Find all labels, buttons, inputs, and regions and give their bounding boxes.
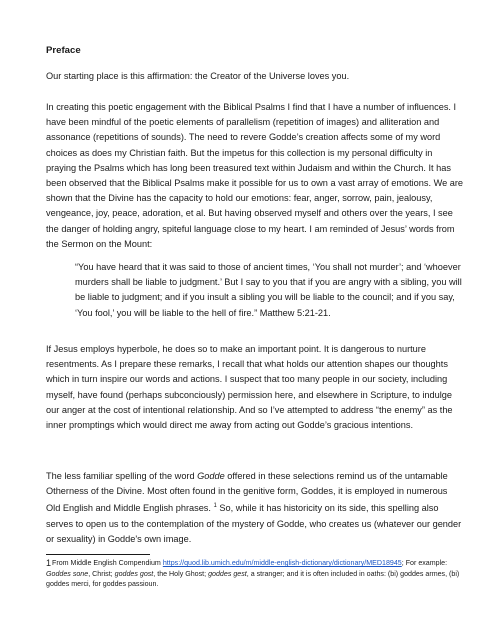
- footnote-reference[interactable]: 1: [213, 503, 217, 510]
- footnote-italic-3: goddes gest: [208, 569, 247, 578]
- footnote-link[interactable]: https://quod.lib.umich.edu/m/middle-english-dictionary/dictionary/MED18945: [162, 559, 402, 567]
- p4-text-2: offered in these selections remind us of the untamable Otherness of the Divine. Most often found in the genitive form, Goddes, it is employed in numerous Old English and Middle English phrases.: [46, 471, 448, 514]
- footnote-text-2: , Christ;: [88, 569, 115, 578]
- footnote-text-3: , the Holy Ghost;: [153, 569, 209, 578]
- footnote: [46, 558, 462, 590]
- paragraph-affirmation: Our starting place is this affirmation: the Creator of the Universe loves you.: [46, 71, 350, 81]
- p4-text-3: So, while it has historicity on its side, this spelling also serves to open us to the contemplation of the mystery of Godde, who creates us (whatever our gender or sexuality) in Godde's own image.: [46, 503, 462, 544]
- footnote-mark: 1: [46, 558, 52, 568]
- p4-text-1: The less familiar spelling of the word: [46, 471, 198, 481]
- footnote-lead: From Middle English Compendium: [52, 559, 163, 567]
- paragraph-godde-spelling: [46, 469, 464, 547]
- paragraph-influences: In creating this poetic engagement with the Biblical Psalms I find that I have a number of influences. I have been mindful of the poetic elements of parallelism (repetition of images) and alliteration and assonance (repetitions of sounds). The need to revere Godde’s creation affects some of my word choices as does my Christian faith. But the impetus for this collection is my personal difficulty in praying the Psalms which has long been treasured text within Judaism and within the Church. It has been observed that the Biblical Psalms make it possible for us to own a vast array of emotions. We are shown that the Divine has the capacity to hold our emotions: fear, anger, sorrow, pain, jealousy, vengeance, joy, peace, adoration, et al. But having observed myself and others over the years, I see the danger of holding angry, spiteful language close to my heart. I am reminded of Jesus’ words from the Sermon on the Mount:: [46, 102, 464, 249]
- p4-godde-italic: Godde: [197, 471, 225, 481]
- footnote-divider: [46, 554, 150, 555]
- footnote-text-1: ; For example:: [401, 559, 448, 567]
- paragraph-hyperbole: If Jesus employs hyperbole, he does so to make an important point. It is dangerous to nurture resentments. As I prepare these remarks, I recall that what holds our attention shapes our thoughts which in turn inspire our words and actions. I suspect that too many people in our society, including myself, have found (perhaps subconciously) permission here, and elsewhere in Scripture, to indulge our anger at the cost of intentional relationship. And so I’ve attempted to address “the enemy” as the inner promptings which would direct me away from acting out Godde’s gracious intentions.: [46, 344, 453, 431]
- footnote-italic-1: Goddes sone: [46, 569, 89, 578]
- footnote-italic-2: goddes gost: [114, 569, 154, 578]
- footnote-text-4: , a stranger; and it is often included in oaths: (bi) goddes armes, (bi) goddes merci, for goddes passioun.: [46, 569, 460, 588]
- block-quote-matthew: “You have heard that it was said to those of ancient times, ‘You shall not murder’; and ‘whoever murders shall be liable to judgment.’ But I say to you that if you are angry with a sibling, you will be liable to judgment; and if you insult a sibling you will be liable to the council; and if you say, ‘You fool,’ you will be liable to the hell of fire.” Matthew 5:21-21.: [75, 262, 462, 318]
- preface-heading: Preface: [46, 45, 81, 56]
